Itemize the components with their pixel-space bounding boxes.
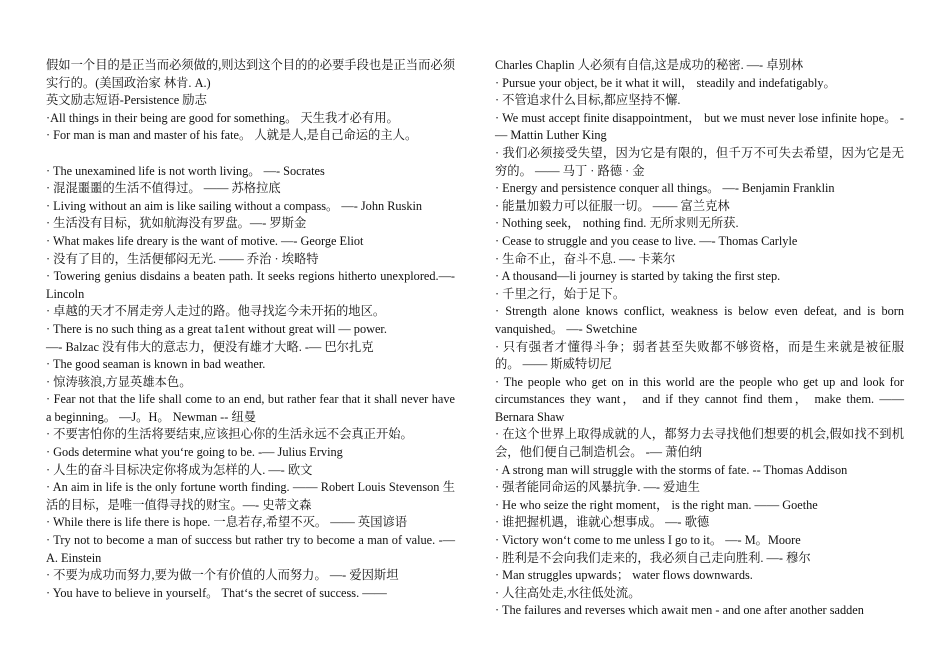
right-paragraph: · 千里之行，始于足下。 xyxy=(495,286,626,301)
left-paragraph: · 生活没有目标，犹如航海没有罗盘。—- 罗斯金 xyxy=(46,216,307,231)
right-paragraph: · He who seize the right moment， is the right man. —— Goethe xyxy=(495,497,818,512)
right-paragraph: · 能量加毅力可以征服一切。 —— 富兰克林 xyxy=(495,198,730,213)
left-paragraph: 英文励志短语-Persistence 励志 xyxy=(46,93,207,108)
left-paragraph: · The good seaman is known in bad weather. xyxy=(46,357,266,372)
right-paragraph: · Nothing seek， nothing find. 无所求则无所获. xyxy=(495,216,739,231)
left-paragraph: · 人生的奋斗目标决定你将成为怎样的人. —- 欧文 xyxy=(46,462,313,477)
right-paragraph: · The failures and reverses which await men - and one after another sadden xyxy=(495,603,864,618)
left-paragraph: · The unexamined life is not worth living。 —- Socrates xyxy=(46,163,325,178)
left-paragraph: · 不要为成功而努力,要为做一个有价值的人而努力。 —- 爱因斯坦 xyxy=(46,568,399,583)
left-paragraph: · You have to believe in yourself。 That‘s the secret of success. —— xyxy=(46,585,387,600)
left-paragraph: · Towering genius disdains a beaten path. It seeks regions hitherto unexplored.—- Lincoln xyxy=(46,269,455,301)
left-paragraph: 假如一个目的是正当而必须做的,则达到这个目的的必要手段也是正当而必须实行的。(美国政治家 林肯. A.) xyxy=(46,58,455,90)
left-paragraph: · Try not to become a man of success but rather try to become a man of value. -— A. Einstein xyxy=(46,533,455,565)
right-paragraph: · Man struggles upwards； water flows downwards. xyxy=(495,568,753,583)
right-paragraph: · 我们必须接受失望，因为它是有限的，但千万不可失去希望，因为它是无穷的。 —— 马丁 · 路德 · 金 xyxy=(495,145,904,178)
left-paragraph: · An aim in life is the only fortune worth finding. —— Robert Louis Stevenson 生活的目标，是唯一值得寻找的财宝。—- 史蒂文森 xyxy=(46,480,455,512)
right-paragraph: · 强者能同命运的风暴抗争. —- 爱迪生 xyxy=(495,480,700,495)
right-paragraph: · A strong man will struggle with the storms of fate. -- Thomas Addison xyxy=(495,462,848,477)
left-paragraph: · 惊涛骇浪,方显英雄本色。 xyxy=(46,374,192,389)
right-paragraph: · Pursue your object, be it what it will， steadily and indefatigably。 xyxy=(495,75,836,90)
right-column xyxy=(495,57,904,620)
left-paragraph: · 卓越的天才不屑走旁人走过的路。他寻找迄今未开拓的地区。 xyxy=(46,304,386,319)
right-paragraph: · 胜利是不会向我们走来的，我必须自己走向胜利. —- 穆尔 xyxy=(495,550,811,565)
right-paragraph: Charles Chaplin 人必须有自信,这是成功的秘密. —- 卓别林 xyxy=(495,58,804,72)
right-paragraph: · A thousand—li journey is started by taking the first step. xyxy=(495,269,781,284)
right-paragraph: · The people who get on in this world are the people who get up and look for circumstances they want， and if they cannot find them， make them. —— Bernara Shaw xyxy=(495,374,904,424)
right-paragraph: · 在这个世界上取得成就的人，都努力去寻找他们想要的机会,假如找不到机会，他们便自己制造机会。 -— 萧伯纳 xyxy=(495,427,904,460)
right-paragraph: · 谁把握机遇，谁就心想事成。 —- 歌德 xyxy=(495,515,710,530)
right-paragraph: · 人往高处走,水往低处流。 xyxy=(495,585,641,600)
right-paragraph: · We must accept finite disappointment， but we must never lose infinite hope。 -— Mattin Luther King xyxy=(495,110,904,143)
right-paragraph: · 只有强者才懂得斗争；弱者甚至失败都不够资格，而是生来就是被征服的。 —— 斯威特切尼 xyxy=(495,339,904,372)
left-paragraph: ·All things in their being are good for something。 天生我才必有用。 xyxy=(46,110,399,125)
left-paragraph: · Fear not that the life shall come to an end, but rather fear that it shall never have a beginning。 —J。H。 Newman -- 纽曼 xyxy=(46,392,455,424)
right-paragraph: · Cease to struggle and you cease to live. —- Thomas Carlyle xyxy=(495,233,798,248)
left-paragraph: · There is no such thing as a great ta1ent without great will — power. xyxy=(46,321,387,336)
left-paragraph: · For man is man and master of his fate。 人就是人,是自己命运的主人。 xyxy=(46,128,418,143)
left-paragraph: · 不要害怕你的生活将要结束,应该担心你的生活永远不会真正开始。 xyxy=(46,427,413,442)
left-paragraph: · 没有了目的，生活便郁闷无光. —— 乔治 · 埃略特 xyxy=(46,251,319,266)
left-paragraph: · While there is life there is hope. 一息若存,希望不灭。 —— 英国谚语 xyxy=(46,515,408,530)
right-paragraph: · 生命不止，奋斗不息. —- 卡莱尔 xyxy=(495,251,676,266)
right-paragraph: · 不管追求什么目标,都应坚持不懈. xyxy=(495,93,681,108)
left-paragraph: —- Balzac 没有伟大的意志力，便没有雄才大略. -— 巴尔扎克 xyxy=(46,339,374,354)
left-paragraph: · Living without an aim is like sailing without a compass。 —- John Ruskin xyxy=(46,198,423,213)
left-paragraph: · What makes life dreary is the want of motive. —- George Eliot xyxy=(46,233,364,248)
right-paragraph: · Strength alone knows conflict, weakness is below even defeat, and is born vanquished。 —- Swetchine xyxy=(495,304,904,336)
right-paragraph: · Energy and persistence conquer all things。 —- Benjamin Franklin xyxy=(495,181,835,196)
left-paragraph: · 混混噩噩的生活不值得过。 —— 苏格拉底 xyxy=(46,181,281,196)
right-paragraph: · Victory won‘t come to me unless I go to it。 —- M。Moore xyxy=(495,533,801,548)
left-column xyxy=(46,57,455,602)
left-paragraph: · Gods determine what you‘re going to be. -— Julius Erving xyxy=(46,445,343,460)
left-paragraph xyxy=(46,145,455,163)
